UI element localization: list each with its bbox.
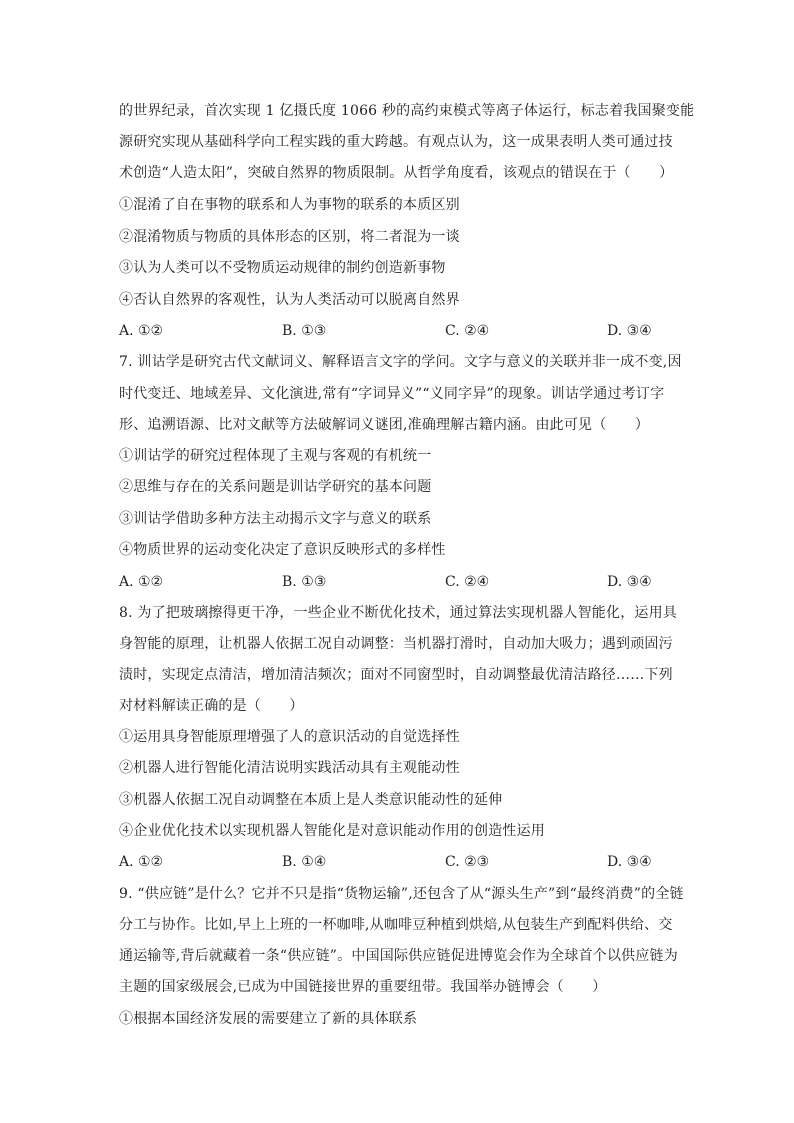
q6-option-a: A. ①② <box>119 323 164 339</box>
q7-stem-line-1: 7. 训诂学是研究古代文献词义、解释语言文字的学问。文字与意义的关联并非一成不变,因 <box>119 354 682 370</box>
q9-stem-line-3: 通运输等,背后就藏着一条“供应链”。中国国际供应链促进博览会作为全球首个以供应链为 <box>119 948 678 964</box>
q8-item-1: ①运用具身智能原理增强了人的意识活动的自觉选择性 <box>119 729 460 745</box>
q7-option-c: C. ②④ <box>445 574 490 590</box>
q8-option-c: C. ②③ <box>445 854 490 870</box>
q8-option-d: D. ③④ <box>607 854 652 870</box>
q7-item-3: ③训诂学借助多种方法主动揭示文字与意义的联系 <box>119 511 432 527</box>
q9-stem-line-1: 9. “供应链”是什么？它并不只是指“货物运输”,还包含了从“源头生产”到“最终消费”的全链 <box>119 886 684 902</box>
q8-option-a: A. ①② <box>119 854 164 870</box>
q8-stem-line-3: 渍时，实现定点清洁，增加清洁频次；面对不同窗型时，自动调整最优清洁路径……下列 <box>119 667 673 683</box>
q6-item-1: ①混淆了自在事物的联系和人为事物的联系的本质区别 <box>119 197 460 213</box>
q9-stem-line-2: 分工与协作。比如,早上上班的一杯咖啡,从咖啡豆种植到烘焙,从包装生产到配料供给、交 <box>119 917 673 933</box>
q8-option-b: B. ①④ <box>282 854 327 870</box>
q6-stem-line-1: 的世界纪录，首次实现 1 亿摄氏度 1066 秒的高约束模式等离子体运行，标志着我国聚变能 <box>119 103 695 119</box>
q7-stem-line-2: 时代变迁、地域差异、文化演进,常有“字词异义”“义同字异”的现象。训诂学通过考订字 <box>119 386 665 402</box>
q9-stem-line-4: 主题的国家级展会,已成为中国链接世界的重要纽带。我国举办链博会（ ） <box>119 979 607 995</box>
q7-stem-line-3: 形、追溯语源、比对文献等方法破解词义谜团,准确理解古籍内涵。由此可见（ ） <box>119 417 650 433</box>
q6-stem-line-2: 源研究实现从基础科学向工程实践的重大跨越。有观点认为，这一成果表明人类可通过技 <box>119 134 673 150</box>
q8-item-3: ③机器人依据工况自动调整在本质上是人类意识能动性的延伸 <box>119 792 503 808</box>
q6-option-d: D. ③④ <box>607 323 652 339</box>
q8-item-4: ④企业优化技术以实现机器人智能化是对意识能动作用的创造性运用 <box>119 823 545 839</box>
q8-stem-line-4: 对材料解读正确的是（ ） <box>119 698 304 714</box>
q7-option-b: B. ①③ <box>282 574 327 590</box>
q7-option-d: D. ③④ <box>607 574 652 590</box>
q6-item-3: ③认为人类可以不受物质运动规律的制约创造新事物 <box>119 260 446 276</box>
q8-stem-line-1: 8. 为了把玻璃擦得更干净，一些企业不断优化技术，通过算法实现机器人智能化，运用具 <box>119 605 678 621</box>
q7-option-a: A. ①② <box>119 574 164 590</box>
q6-item-2: ②混淆物质与物质的具体形态的区别，将二者混为一谈 <box>119 229 460 245</box>
q6-stem-line-3: 术创造“人造太阳”，突破自然界的物质限制。从哲学角度看，该观点的错误在于（ ） <box>119 165 674 181</box>
q6-option-c: C. ②④ <box>445 323 490 339</box>
q7-item-1: ①训诂学的研究过程体现了主观与客观的有机统一 <box>119 448 432 464</box>
q6-item-4: ④否认自然界的客观性，认为人类活动可以脱离自然界 <box>119 292 460 308</box>
q7-item-2: ②思维与存在的关系问题是训诂学研究的基本问题 <box>119 479 432 495</box>
q8-stem-line-2: 身智能的原理，让机器人依据工况自动调整：当机器打滑时，自动加大吸力；遇到顽固污 <box>119 636 673 652</box>
q9-item-1: ①根据本国经济发展的需要建立了新的具体联系 <box>119 1011 418 1027</box>
q7-item-4: ④物质世界的运动变化决定了意识反映形式的多样性 <box>119 542 446 558</box>
q8-item-2: ②机器人进行智能化清洁说明实践活动具有主观能动性 <box>119 760 460 776</box>
q6-option-b: B. ①③ <box>282 323 327 339</box>
